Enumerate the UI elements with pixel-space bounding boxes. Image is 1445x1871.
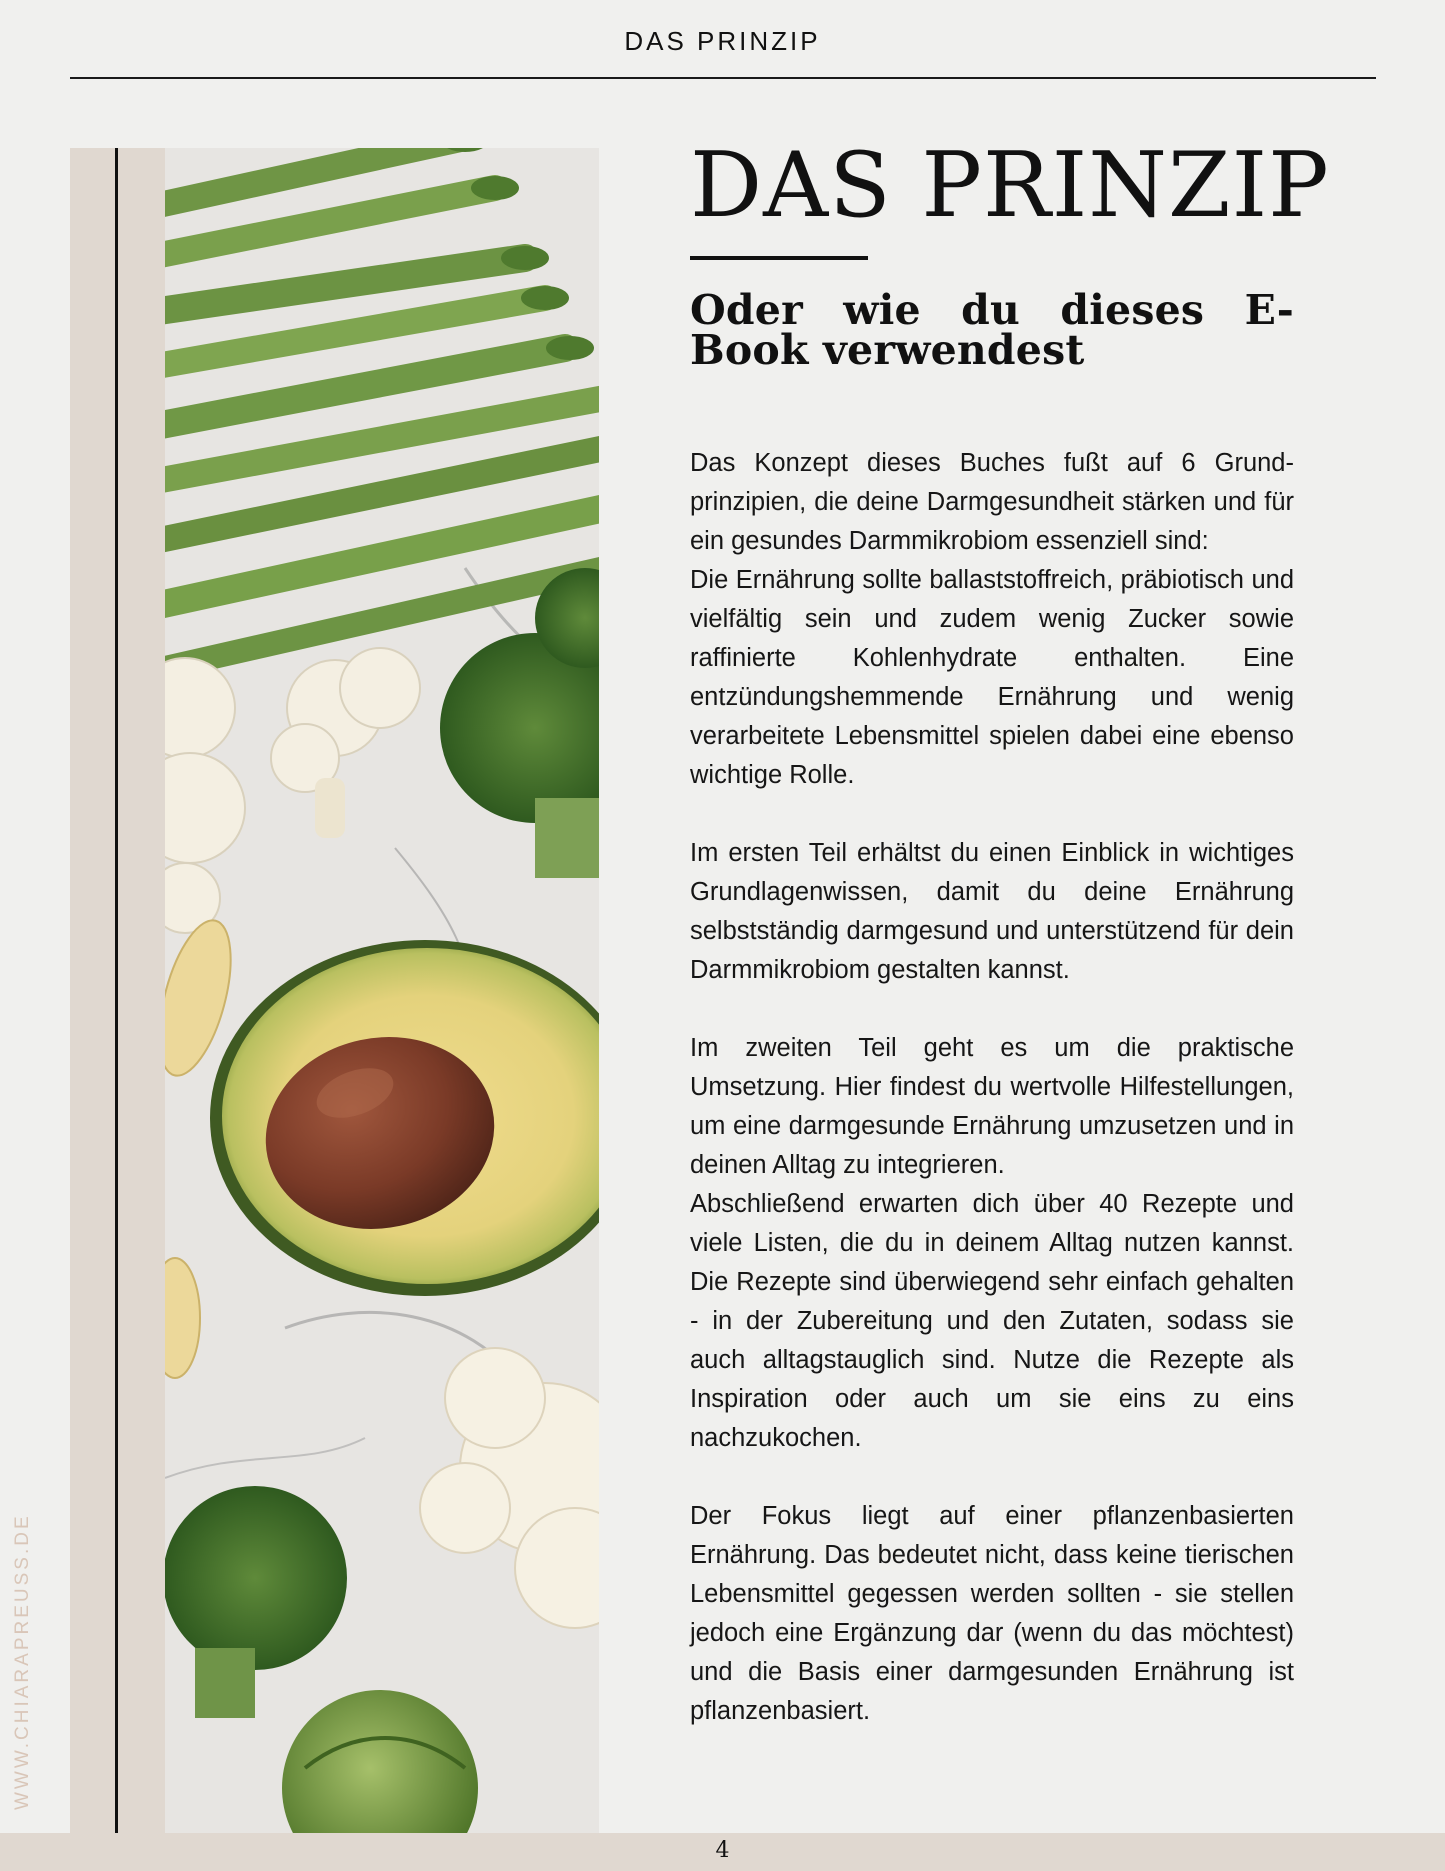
paragraph: Der Fokus liegt auf einer pflanzenbasierten Ernährung. Das bedeutet nicht, dass keine tierischen Lebensmittel gegessen werden sollten - sie stellen jedoch eine Ergänzung dar (wenn du das möchtest) und die Basis einer darmgesunden Ernährung ist pflanzenbasiert. [690,1502,1294,1725]
side-vertical-line [115,148,118,1833]
paragraph-text-2: Die Ernährung sollte ballaststoffreich, präbiotisch und vielfältig sein und zudem wenig Zucker sowie raffinierte Kohlenhydrate enthalten. Eine entzündungshemmende Ernährung und wenig verarbeitete Lebensmittel spielen dabei eine ebenso wichtige Rolle. [690,566,1294,789]
header-divider [70,77,1376,79]
paragraph [690,1029,1294,1458]
vegetables-photo [165,148,599,1833]
paragraph-text-4: Im zweiten Teil geht es um die praktische Umsetzung. Hier findest du wertvolle Hilfestellungen, um eine darmgesunde Ernährung umzusetzen und in deinen Alltag zu integrieren. [690,1034,1294,1179]
running-header: DAS PRINZIP [624,26,821,56]
page-subtitle: Oder wie du dieses E-Book verwendest [690,286,1294,374]
body-text [690,444,1294,1770]
paragraph-text-5: Abschließend erwarten dich über 40 Rezepte und viele Listen, die du in deinem Alltag nutzen kannst. Die Rezepte sind überwiegend sehr einfach gehalten - in der Zubereitung und den Zutaten, sodass sie auch alltagstauglich sind. Nutze die Rezepte als Inspiration oder auch um sie eins zu eins nachzukochen. [690,1190,1294,1452]
page-title: DAS PRINZIP [690,133,1330,238]
page-number: 4 [715,1838,730,1863]
paragraph: Im ersten Teil erhältst du einen Einblick in wichtiges Grundlagenwissen, damit du deine Ernährung selbstständig darmgesund und unterstützend für dein Darmmikrobiom gestalten kannst. [690,839,1294,984]
title-underline [690,256,868,260]
website-url: WWW.CHIARAPREUSS.DE [12,1513,33,1810]
paragraph-text-1: Das Konzept dieses Buches fußt auf 6 Grundprinzipien, die deine Darmgesundheit stärken und für ein gesundes Darmmikrobiom essenziell sind: [690,449,1294,555]
paragraph [690,444,1294,795]
